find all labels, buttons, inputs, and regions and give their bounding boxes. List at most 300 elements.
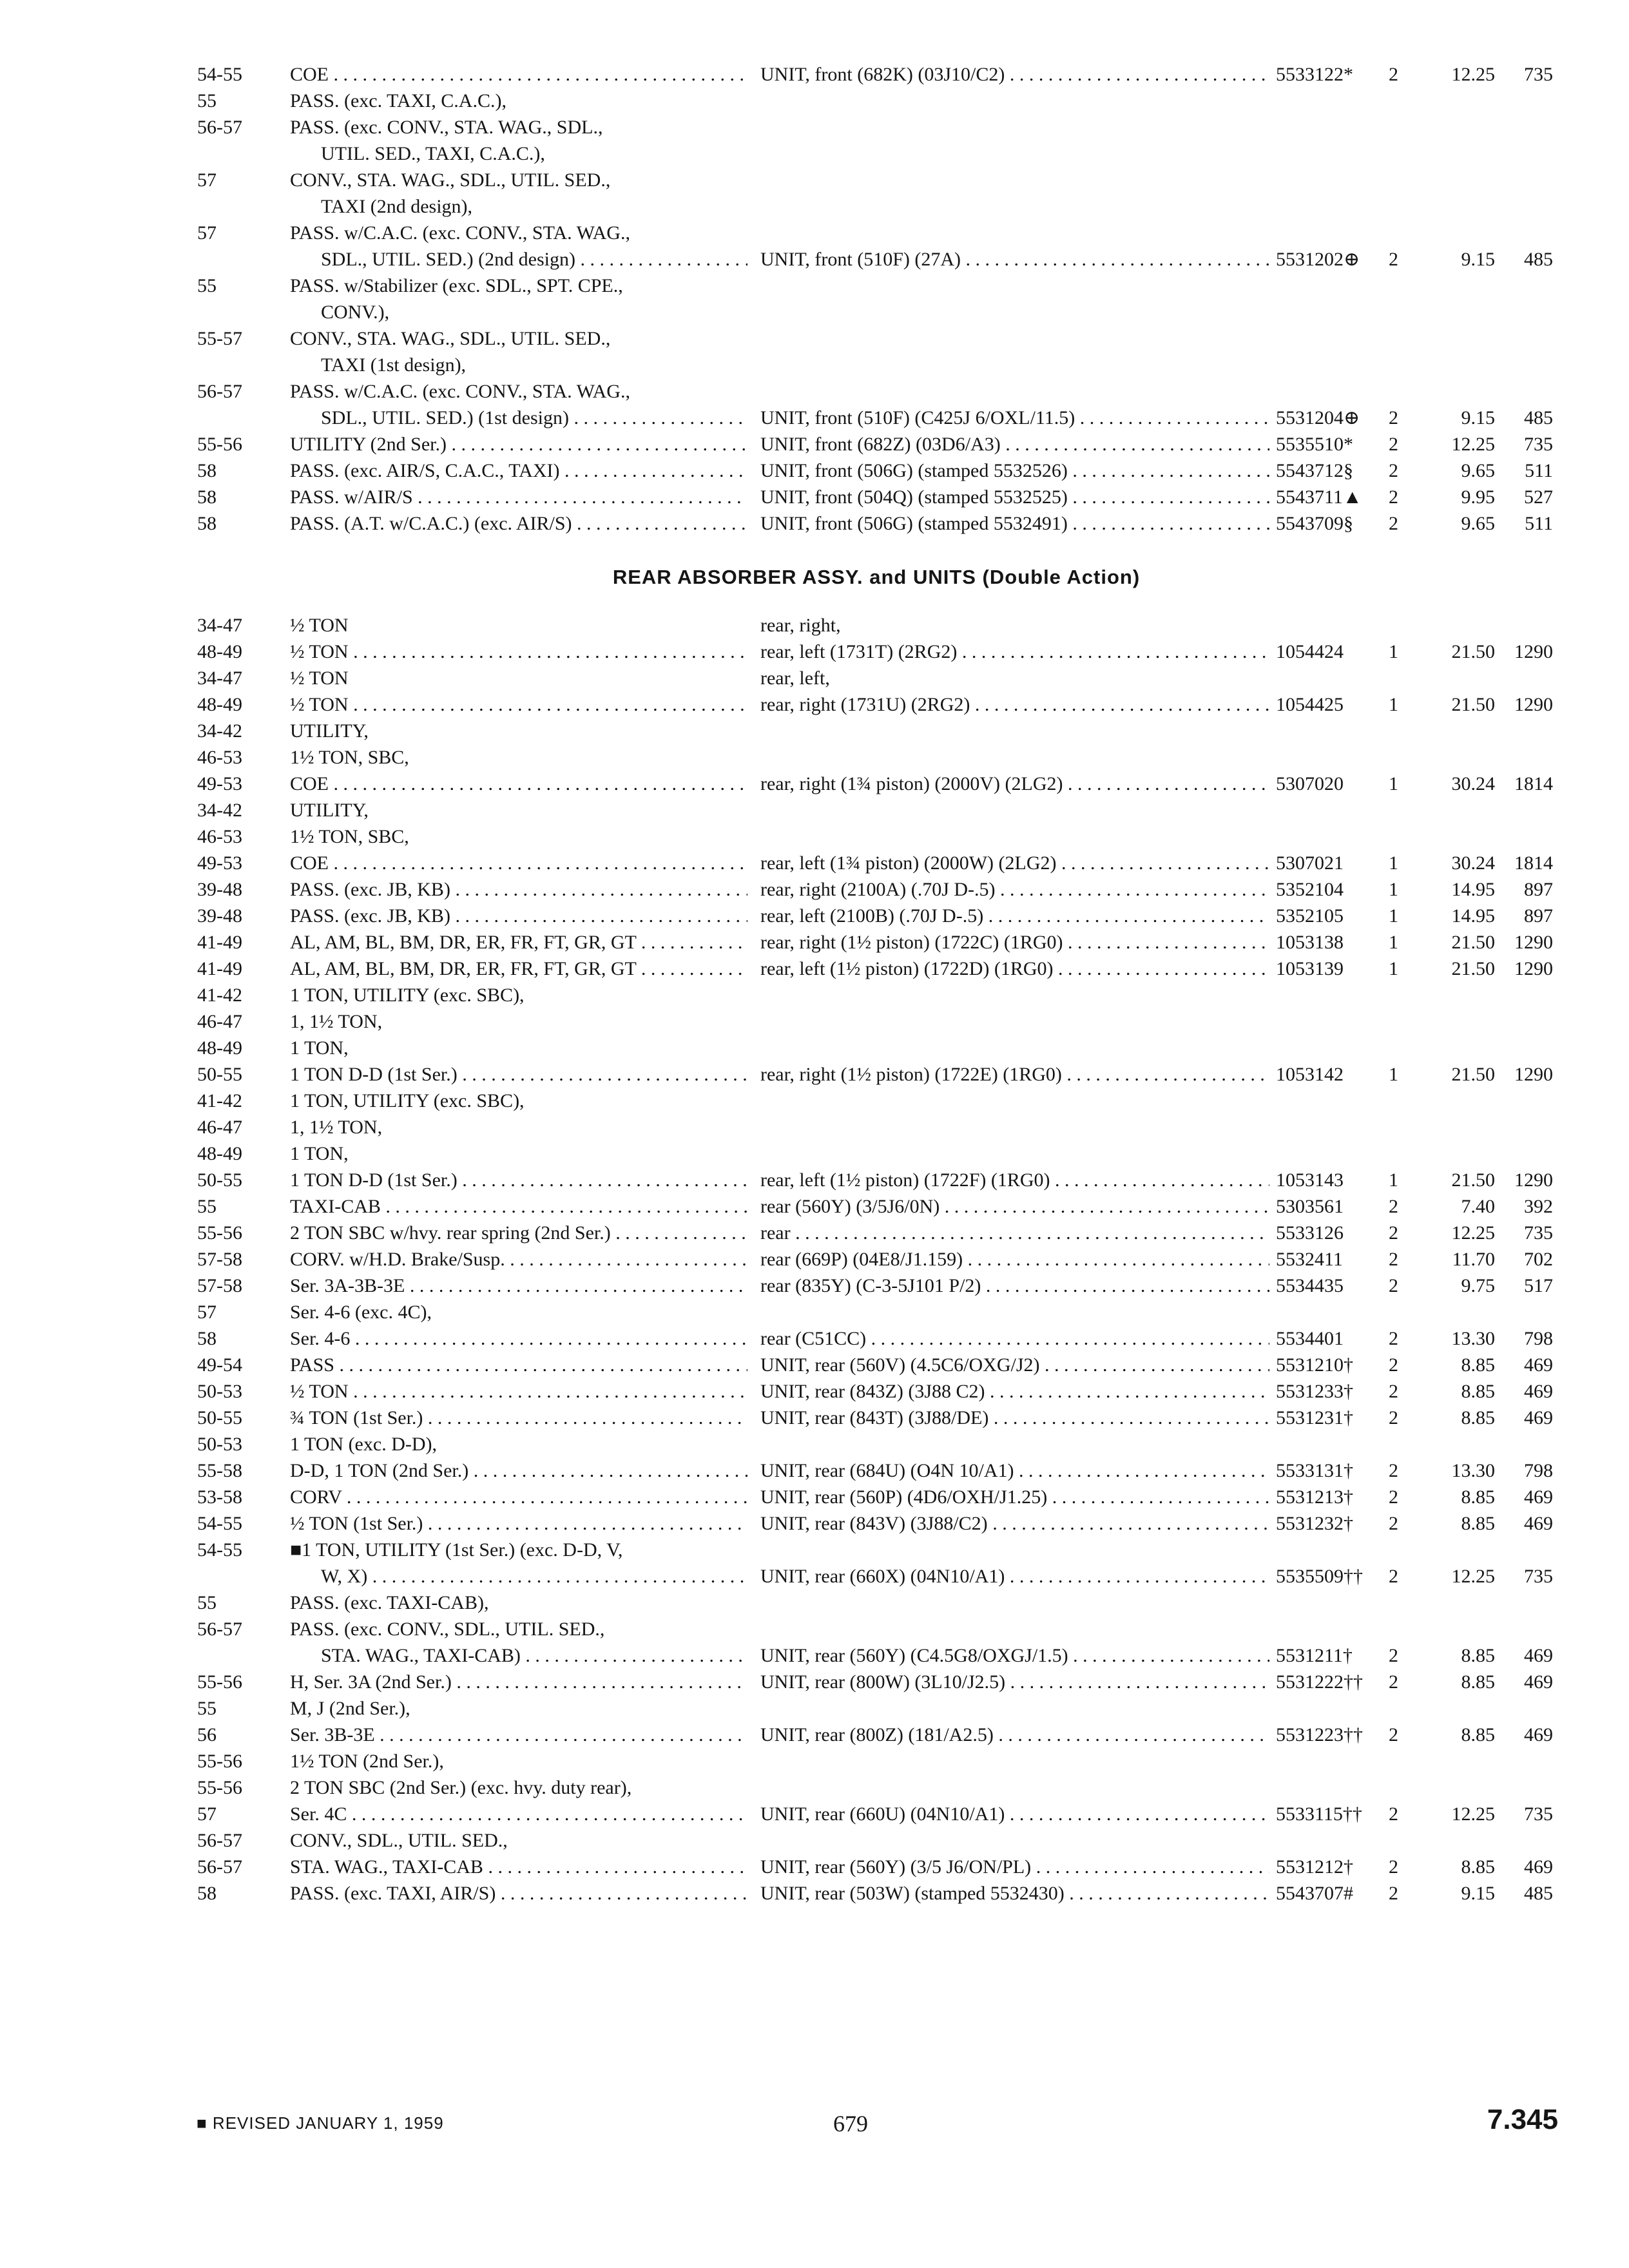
- price-cell: [1434, 352, 1501, 378]
- description-cell: UNIT, rear (560Y) (3/5 J6/ON/PL) . . .: [747, 1854, 1269, 1880]
- weight-cell: 469: [1524, 1856, 1553, 1878]
- price-cell: 21.50: [1451, 1169, 1495, 1191]
- application-cell: 1, 1½ TON,: [290, 1011, 383, 1032]
- description-cell: [747, 220, 1269, 246]
- part-number-cell: [1269, 1088, 1382, 1114]
- part-number-cell: 5531202⊕: [1276, 249, 1360, 270]
- quantity-cell: [1382, 1827, 1434, 1854]
- application-cell: PASS. (exc. JB, KB) . . .: [284, 876, 747, 903]
- price-cell: 12.25: [1451, 434, 1495, 455]
- price-cell: 14.95: [1451, 905, 1495, 927]
- application-cell: H, Ser. 3A (2nd Ser.) . . .: [284, 1669, 747, 1695]
- price-cell: [1434, 1748, 1501, 1774]
- description-cell: rear (C51CC) . . .: [747, 1325, 1269, 1352]
- part-number-cell: [1269, 140, 1382, 167]
- description-cell: rear, left (1½ piston) (1722F) (1RG0) . . .: [747, 1167, 1269, 1193]
- year-cell: 55: [197, 1698, 217, 1719]
- weight-cell: 735: [1524, 1566, 1553, 1587]
- price-cell: 14.95: [1451, 879, 1495, 900]
- price-cell: 21.50: [1451, 932, 1495, 953]
- weight-cell: 735: [1524, 434, 1553, 455]
- year-cell: 56: [197, 1724, 217, 1745]
- quantity-cell: [1382, 982, 1434, 1008]
- quantity-cell: [1382, 299, 1434, 325]
- price-cell: 8.85: [1461, 1486, 1495, 1508]
- description-cell: [747, 114, 1269, 140]
- year-cell: 53-58: [197, 1486, 242, 1508]
- application-cell: ½ TON: [290, 668, 349, 689]
- quantity-cell: [1382, 352, 1434, 378]
- year-cell: [193, 140, 284, 167]
- price-cell: [1434, 612, 1501, 639]
- price-cell: [1434, 325, 1501, 352]
- description-cell: UNIT, rear (560Y) (C4.5G8/OXGJ/1.5) . . .: [747, 1642, 1269, 1669]
- application-cell: UTIL. SED., TAXI, C.A.C.),: [321, 143, 545, 164]
- part-number-cell: [1269, 1695, 1382, 1722]
- weight-cell: 511: [1525, 460, 1553, 481]
- part-number-cell: [1269, 797, 1382, 823]
- description-cell: [747, 378, 1269, 405]
- price-cell: [1434, 718, 1501, 744]
- quantity-cell: [1382, 1140, 1434, 1167]
- year-cell: 56-57: [197, 1856, 242, 1878]
- application-cell: SDL., UTIL. SED.) (1st design) . . .: [284, 405, 747, 431]
- weight-cell: 735: [1524, 1222, 1553, 1244]
- quantity-cell: 2: [1389, 64, 1398, 85]
- description-cell: UNIT, rear (843V) (3J88/C2) . . .: [747, 1510, 1269, 1537]
- year-cell: 55-56: [197, 1751, 242, 1772]
- quantity-cell: [1382, 1616, 1434, 1642]
- part-number-cell: 5303561: [1276, 1196, 1344, 1217]
- application-cell: ½ TON (1st Ser.) . . .: [284, 1510, 747, 1537]
- description-cell: UNIT, front (506G) (stamped 5532526) . . .: [747, 457, 1269, 484]
- year-cell: [193, 246, 284, 273]
- quantity-cell: [1382, 1537, 1434, 1563]
- description-cell: rear . . .: [747, 1220, 1269, 1246]
- quantity-cell: 2: [1389, 460, 1398, 481]
- year-cell: 58: [197, 1328, 217, 1349]
- year-cell: 55: [197, 90, 217, 111]
- quantity-cell: [1382, 325, 1434, 352]
- application-cell: Ser. 3B-3E . . .: [284, 1722, 747, 1748]
- year-cell: 48-49: [197, 1037, 242, 1059]
- year-cell: 34-42: [197, 800, 242, 821]
- application-cell: ½ TON . . .: [284, 691, 747, 718]
- application-cell: PASS. w/AIR/S . . .: [284, 484, 747, 510]
- application-cell: PASS. (exc. CONV., STA. WAG., SDL.,: [290, 117, 603, 138]
- price-cell: 12.25: [1451, 1222, 1495, 1244]
- application-cell: PASS. (exc. JB, KB) . . .: [284, 903, 747, 929]
- price-cell: 21.50: [1451, 1064, 1495, 1085]
- application-cell: PASS. (exc. CONV., SDL., UTIL. SED.,: [290, 1619, 605, 1640]
- part-number-cell: 5533122*: [1276, 64, 1353, 85]
- part-number-cell: [1269, 612, 1382, 639]
- price-cell: [1434, 193, 1501, 220]
- price-cell: 30.24: [1451, 773, 1495, 794]
- price-cell: 13.30: [1451, 1460, 1495, 1481]
- application-cell: CORV . . .: [284, 1484, 747, 1510]
- year-cell: 56-57: [197, 1619, 242, 1640]
- description-cell: [747, 718, 1269, 744]
- year-cell: 57: [197, 222, 217, 244]
- quantity-cell: 1: [1389, 773, 1398, 794]
- weight-cell: 798: [1524, 1460, 1553, 1481]
- application-cell: 1 TON (exc. D-D),: [290, 1434, 438, 1455]
- year-cell: 50-55: [197, 1407, 242, 1428]
- weight-cell: 517: [1524, 1275, 1553, 1296]
- part-number-cell: 5531222††: [1276, 1671, 1363, 1693]
- part-number-cell: [1269, 1299, 1382, 1325]
- year-cell: 50-55: [197, 1169, 242, 1191]
- price-cell: 8.85: [1461, 1856, 1495, 1878]
- year-cell: 50-55: [197, 1064, 242, 1085]
- description-cell: [747, 744, 1269, 771]
- quantity-cell: 2: [1389, 513, 1398, 534]
- weight-cell: [1501, 352, 1559, 378]
- part-number-cell: 5531223††: [1276, 1724, 1363, 1745]
- year-cell: 57: [197, 1302, 217, 1323]
- quantity-cell: 2: [1389, 1803, 1398, 1825]
- weight-cell: 469: [1524, 1513, 1553, 1534]
- price-cell: [1434, 1774, 1501, 1801]
- description-cell: [747, 167, 1269, 193]
- description-cell: UNIT, rear (503W) (stamped 5532430) . . .: [747, 1880, 1269, 1907]
- part-number-cell: 5535510*: [1276, 434, 1353, 455]
- revision-note: ■ REVISED JANUARY 1, 1959: [197, 2113, 444, 2133]
- year-cell: 55-56: [197, 1777, 242, 1798]
- quantity-cell: 2: [1389, 1883, 1398, 1904]
- quantity-cell: [1382, 1008, 1434, 1035]
- weight-cell: 1290: [1514, 694, 1553, 715]
- quantity-cell: 2: [1389, 1724, 1398, 1745]
- price-cell: 8.85: [1461, 1381, 1495, 1402]
- weight-cell: 702: [1524, 1249, 1553, 1270]
- weight-cell: [1501, 1590, 1559, 1616]
- description-cell: rear (669P) (04E8/J1.159) . . .: [747, 1246, 1269, 1273]
- description-cell: rear, left,: [760, 668, 830, 689]
- application-cell: PASS . . .: [284, 1352, 747, 1378]
- year-cell: [193, 1642, 284, 1669]
- application-cell: ½ TON . . .: [284, 1378, 747, 1405]
- year-cell: 55-56: [197, 1222, 242, 1244]
- description-cell: rear (835Y) (C-3-5J101 P/2) . . .: [747, 1273, 1269, 1299]
- application-cell: AL, AM, BL, BM, DR, ER, FR, FT, GR, GT . . .: [284, 956, 747, 982]
- quantity-cell: [1382, 1299, 1434, 1325]
- description-cell: UNIT, rear (660U) (04N10/A1) . . .: [747, 1801, 1269, 1827]
- application-cell: 1 TON,: [290, 1037, 349, 1059]
- part-number-cell: [1269, 823, 1382, 850]
- price-cell: 9.15: [1461, 407, 1495, 428]
- quantity-cell: [1382, 88, 1434, 114]
- quantity-cell: 2: [1389, 407, 1398, 428]
- price-cell: [1434, 1299, 1501, 1325]
- part-number-cell: 5543711▲: [1276, 486, 1362, 508]
- part-number-cell: 5543712§: [1276, 460, 1353, 481]
- description-cell: UNIT, rear (800Z) (181/A2.5) . . .: [747, 1722, 1269, 1748]
- description-cell: [747, 1590, 1269, 1616]
- year-cell: 57: [197, 169, 217, 191]
- weight-cell: [1501, 982, 1559, 1008]
- part-number-cell: 5531233†: [1276, 1381, 1353, 1402]
- price-cell: 8.85: [1461, 1724, 1495, 1745]
- description-cell: [747, 193, 1269, 220]
- part-number-cell: 5543709§: [1276, 513, 1353, 534]
- application-cell: ¾ TON (1st Ser.) . . .: [284, 1405, 747, 1431]
- part-number-cell: 5307021: [1276, 852, 1344, 874]
- quantity-cell: [1382, 1114, 1434, 1140]
- year-cell: 49-54: [197, 1354, 242, 1376]
- year-cell: 50-53: [197, 1381, 242, 1402]
- description-cell: [747, 1114, 1269, 1140]
- weight-cell: 1290: [1514, 1169, 1553, 1191]
- front-units-table: [193, 61, 1559, 537]
- section-header: REAR ABSORBER ASSY. and UNITS (Double Action): [612, 566, 1141, 588]
- year-cell: [193, 405, 284, 431]
- application-cell: 1 TON,: [290, 1143, 349, 1164]
- weight-cell: [1501, 1431, 1559, 1457]
- quantity-cell: [1382, 220, 1434, 246]
- description-cell: rear (560Y) (3/5J6/0N) . . .: [747, 1193, 1269, 1220]
- description-cell: [747, 1827, 1269, 1854]
- year-cell: [193, 352, 284, 378]
- year-cell: 41-49: [197, 932, 242, 953]
- part-number-cell: [1269, 1537, 1382, 1563]
- description-cell: [747, 1140, 1269, 1167]
- quantity-cell: 2: [1389, 1222, 1398, 1244]
- price-cell: 30.24: [1451, 852, 1495, 874]
- application-cell: AL, AM, BL, BM, DR, ER, FR, FT, GR, GT . . .: [284, 929, 747, 956]
- part-number-cell: [1269, 718, 1382, 744]
- year-cell: 34-47: [197, 615, 242, 636]
- price-cell: 9.15: [1461, 249, 1495, 270]
- quantity-cell: [1382, 1748, 1434, 1774]
- application-cell: ½ TON . . .: [284, 639, 747, 665]
- weight-cell: [1501, 1299, 1559, 1325]
- quantity-cell: 2: [1389, 1486, 1398, 1508]
- weight-cell: 1290: [1514, 1064, 1553, 1085]
- part-number-cell: 5534435: [1276, 1275, 1344, 1296]
- part-number-cell: [1269, 1114, 1382, 1140]
- price-cell: 12.25: [1451, 64, 1495, 85]
- weight-cell: [1501, 1008, 1559, 1035]
- price-cell: [1434, 1088, 1501, 1114]
- quantity-cell: [1382, 744, 1434, 771]
- price-cell: 9.95: [1461, 486, 1495, 508]
- price-cell: 8.85: [1461, 1513, 1495, 1534]
- description-cell: UNIT, rear (800W) (3L10/J2.5) . . .: [747, 1669, 1269, 1695]
- description-cell: [747, 1035, 1269, 1061]
- weight-cell: [1501, 325, 1559, 352]
- part-number-cell: 1054425: [1276, 694, 1344, 715]
- application-cell: 2 TON SBC (2nd Ser.) (exc. hvy. duty rear),: [290, 1777, 632, 1798]
- weight-cell: [1501, 744, 1559, 771]
- part-number-cell: 1053142: [1276, 1064, 1344, 1085]
- price-cell: [1434, 273, 1501, 299]
- year-cell: 54-55: [197, 1539, 242, 1561]
- weight-cell: 527: [1524, 486, 1553, 508]
- description-cell: [747, 1537, 1269, 1563]
- application-cell: CONV., STA. WAG., SDL., UTIL. SED.,: [290, 328, 611, 349]
- quantity-cell: 2: [1389, 1645, 1398, 1666]
- weight-cell: [1501, 299, 1559, 325]
- year-cell: 46-47: [197, 1011, 242, 1032]
- part-number-cell: [1269, 378, 1382, 405]
- weight-cell: 469: [1524, 1407, 1553, 1428]
- weight-cell: [1501, 797, 1559, 823]
- part-number-cell: [1269, 1431, 1382, 1457]
- weight-cell: 469: [1524, 1381, 1553, 1402]
- part-number-cell: 5531212†: [1276, 1856, 1353, 1878]
- application-cell: 1½ TON, SBC,: [290, 747, 409, 768]
- weight-cell: 1814: [1514, 773, 1553, 794]
- price-cell: 12.25: [1451, 1566, 1495, 1587]
- quantity-cell: 1: [1389, 641, 1398, 662]
- year-cell: 58: [197, 513, 217, 534]
- weight-cell: 798: [1524, 1328, 1553, 1349]
- weight-cell: [1501, 823, 1559, 850]
- quantity-cell: [1382, 665, 1434, 691]
- application-cell: PASS. (exc. AIR/S, C.A.C., TAXI) . . .: [284, 457, 747, 484]
- year-cell: 46-53: [197, 826, 242, 847]
- part-number-cell: 1053139: [1276, 958, 1344, 979]
- description-cell: UNIT, rear (560V) (4.5C6/OXG/J2) . . .: [747, 1352, 1269, 1378]
- weight-cell: [1501, 1114, 1559, 1140]
- year-cell: 48-49: [197, 641, 242, 662]
- application-cell: PASS. w/Stabilizer (exc. SDL., SPT. CPE.,: [290, 275, 623, 296]
- quantity-cell: 1: [1389, 1064, 1398, 1085]
- application-cell: COE . . .: [284, 61, 747, 88]
- application-cell: STA. WAG., TAXI-CAB . . .: [284, 1854, 747, 1880]
- description-cell: [747, 325, 1269, 352]
- price-cell: [1434, 823, 1501, 850]
- application-cell: CONV., STA. WAG., SDL., UTIL. SED.,: [290, 169, 611, 191]
- weight-cell: [1501, 88, 1559, 114]
- weight-cell: [1501, 1695, 1559, 1722]
- part-number-cell: 5543707#: [1276, 1883, 1353, 1904]
- weight-cell: [1501, 1774, 1559, 1801]
- weight-cell: 392: [1524, 1196, 1553, 1217]
- price-cell: [1434, 1008, 1501, 1035]
- application-cell: UTILITY,: [290, 800, 369, 821]
- price-cell: [1434, 1695, 1501, 1722]
- price-cell: [1434, 665, 1501, 691]
- year-cell: 34-42: [197, 720, 242, 742]
- part-number-cell: 5533131†: [1276, 1460, 1353, 1481]
- price-cell: [1434, 1114, 1501, 1140]
- year-cell: 57: [197, 1803, 217, 1825]
- year-cell: 55-56: [197, 434, 242, 455]
- quantity-cell: [1382, 378, 1434, 405]
- application-cell: CONV., SDL., UTIL. SED.,: [290, 1830, 508, 1851]
- description-cell: [747, 1088, 1269, 1114]
- application-cell: TAXI-CAB . . .: [284, 1193, 747, 1220]
- part-number-cell: 1054424: [1276, 641, 1344, 662]
- price-cell: 21.50: [1451, 641, 1495, 662]
- description-cell: [747, 982, 1269, 1008]
- price-cell: [1434, 1140, 1501, 1167]
- description-cell: UNIT, front (506G) (stamped 5532491) . . .: [747, 510, 1269, 537]
- year-cell: 55: [197, 275, 217, 296]
- quantity-cell: 2: [1389, 1381, 1398, 1402]
- part-number-cell: 5352105: [1276, 905, 1344, 927]
- price-cell: [1434, 378, 1501, 405]
- part-number-cell: 5532411: [1276, 1249, 1343, 1270]
- description-cell: UNIT, front (510F) (27A) . . .: [747, 246, 1269, 273]
- quantity-cell: 1: [1389, 879, 1398, 900]
- part-number-cell: 5531210†: [1276, 1354, 1353, 1376]
- year-cell: 55-58: [197, 1460, 242, 1481]
- year-cell: 57-58: [197, 1275, 242, 1296]
- year-cell: 49-53: [197, 773, 242, 794]
- year-cell: 41-49: [197, 958, 242, 979]
- price-cell: [1434, 114, 1501, 140]
- description-cell: UNIT, rear (684U) (O4N 10/A1) . . .: [747, 1457, 1269, 1484]
- weight-cell: 735: [1524, 64, 1553, 85]
- price-cell: [1434, 220, 1501, 246]
- weight-cell: [1501, 1088, 1559, 1114]
- part-number-cell: 5531204⊕: [1276, 407, 1360, 428]
- quantity-cell: 2: [1389, 1671, 1398, 1693]
- application-cell: PASS. w/C.A.C. (exc. CONV., STA. WAG.,: [290, 222, 630, 244]
- part-number-cell: [1269, 1008, 1382, 1035]
- year-cell: [193, 1563, 284, 1590]
- part-number-cell: 5531231†: [1276, 1407, 1353, 1428]
- application-cell: TAXI (1st design),: [321, 354, 467, 376]
- description-cell: rear, left (2100B) (.70J D-.5) . . .: [747, 903, 1269, 929]
- quantity-cell: [1382, 114, 1434, 140]
- price-cell: [1434, 167, 1501, 193]
- application-cell: W, X) . . .: [284, 1563, 747, 1590]
- price-cell: 13.30: [1451, 1328, 1495, 1349]
- part-number-cell: [1269, 299, 1382, 325]
- part-number-cell: [1269, 352, 1382, 378]
- description-cell: UNIT, front (682Z) (03D6/A3) . . .: [747, 431, 1269, 457]
- part-number-cell: [1269, 220, 1382, 246]
- description-cell: rear, right (2100A) (.70J D-.5) . . .: [747, 876, 1269, 903]
- year-cell: 54-55: [197, 1513, 242, 1534]
- quantity-cell: [1382, 1590, 1434, 1616]
- weight-cell: [1501, 665, 1559, 691]
- description-cell: rear, left (1¾ piston) (2000W) (2LG2) . . .: [747, 850, 1269, 876]
- price-cell: 8.85: [1461, 1354, 1495, 1376]
- quantity-cell: [1382, 823, 1434, 850]
- year-cell: 56-57: [197, 381, 242, 402]
- weight-cell: [1501, 1748, 1559, 1774]
- price-cell: [1434, 1827, 1501, 1854]
- price-cell: [1434, 1035, 1501, 1061]
- application-cell: TAXI (2nd design),: [321, 196, 473, 217]
- weight-cell: 897: [1524, 879, 1553, 900]
- weight-cell: 735: [1524, 1803, 1553, 1825]
- price-cell: 8.85: [1461, 1645, 1495, 1666]
- application-cell: CORV. w/H.D. Brake/Susp. . . .: [284, 1246, 747, 1273]
- part-number-cell: 5533115††: [1276, 1803, 1362, 1825]
- application-cell: 1 TON D-D (1st Ser.) . . .: [284, 1061, 747, 1088]
- quantity-cell: 2: [1389, 1460, 1398, 1481]
- price-cell: [1434, 1431, 1501, 1457]
- description-cell: UNIT, rear (843Z) (3J88 C2) . . .: [747, 1378, 1269, 1405]
- price-cell: 7.40: [1461, 1196, 1495, 1217]
- application-cell: COE . . .: [284, 771, 747, 797]
- year-cell: 48-49: [197, 694, 242, 715]
- description-cell: [747, 1431, 1269, 1457]
- quantity-cell: [1382, 273, 1434, 299]
- quantity-cell: [1382, 193, 1434, 220]
- application-cell: 2 TON SBC w/hvy. rear spring (2nd Ser.) . . .: [284, 1220, 747, 1246]
- year-cell: 34-47: [197, 668, 242, 689]
- description-cell: rear, right (1¾ piston) (2000V) (2LG2) . . .: [747, 771, 1269, 797]
- application-cell: 1 TON, UTILITY (exc. SBC),: [290, 1090, 525, 1111]
